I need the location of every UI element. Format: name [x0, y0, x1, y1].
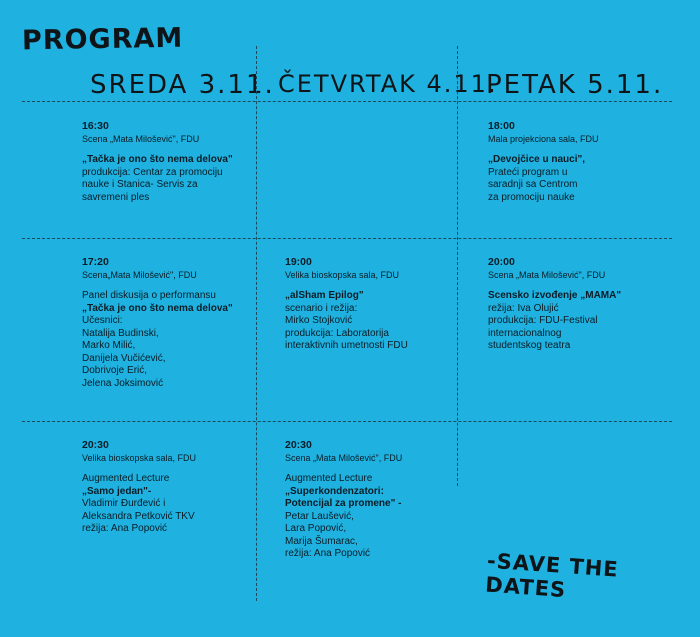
- grid-divider: [22, 421, 672, 422]
- event-detail: Danijela Vučićević,: [82, 352, 166, 364]
- event-detail: produkcija: Centar za promociju: [82, 166, 223, 178]
- event-detail: interaktivnih umetnosti FDU: [285, 340, 408, 351]
- event-card: [488, 256, 621, 353]
- event-detail: Augmented Lecture: [82, 473, 170, 484]
- event-detail: studentskog teatra: [488, 340, 571, 351]
- event-detail: nauke i Stanica- Servis za: [82, 179, 198, 190]
- event-detail: internacionalnog: [488, 327, 562, 339]
- event-venue: Scena „Mata Milošević", FDU: [488, 269, 606, 280]
- event-detail: Mirko Stojković: [285, 315, 353, 326]
- event-detail: produkcija: Laboratorija: [285, 327, 389, 339]
- event-venue: Scena „Mata Milošević", FDU: [82, 133, 200, 144]
- event-time: 18:00: [488, 120, 515, 132]
- event-venue: Scena „Mata Milošević", FDU: [285, 452, 403, 463]
- event-card: [285, 439, 402, 561]
- event-detail: Jelena Joksimović: [82, 377, 164, 389]
- event-title: „Tačka je ono što nema delova": [82, 302, 233, 314]
- day-heading-wednesday: SREDA 3.11.: [90, 70, 275, 100]
- event-venue: Velika bioskopska sala, FDU: [285, 269, 400, 280]
- event-detail: Prateći program u: [488, 166, 568, 178]
- event-title: „Superkondenzatori:: [285, 485, 384, 497]
- event-detail: Aleksandra Petković TKV: [82, 510, 195, 522]
- event-detail: savremeni ples: [82, 191, 150, 203]
- day-heading-thursday: ČETVRTAK 4.11.: [278, 70, 498, 98]
- event-title: „Samo jedan"-: [82, 485, 152, 497]
- program-title: PROGRAM: [21, 22, 184, 57]
- event-detail: režija: Iva Olujić: [488, 302, 559, 314]
- event-detail: Panel diskusija o performansu: [82, 290, 216, 301]
- event-detail: scenario i režija:: [285, 302, 358, 314]
- event-detail: Lara Popović,: [285, 523, 347, 534]
- event-detail: produkcija: FDU-Festival: [488, 315, 598, 326]
- event-time: 20:30: [285, 439, 312, 451]
- event-card: [285, 256, 408, 353]
- event-detail: Augmented Lecture: [285, 473, 373, 484]
- event-time: 20:30: [82, 439, 109, 451]
- event-venue: Velika bioskopska sala, FDU: [82, 452, 197, 463]
- event-time: 17:20: [82, 256, 109, 268]
- event-title: Scensko izvođenje „MAMA": [488, 290, 622, 301]
- event-title: „Tačka je ono što nema delova": [82, 154, 233, 165]
- event-title: „alSham Epilog": [285, 290, 364, 301]
- event-card: [82, 439, 196, 536]
- event-detail: saradnji sa Centrom: [488, 179, 578, 190]
- event-time: 20:00: [488, 256, 515, 268]
- day-heading-friday: PETAK 5.11.: [486, 70, 664, 100]
- grid-divider: [22, 101, 672, 102]
- event-card: [82, 120, 233, 204]
- grid-divider: [457, 46, 458, 486]
- event-detail: Natalija Budinski,: [82, 327, 159, 339]
- event-card: [82, 256, 233, 390]
- grid-divider: [22, 238, 672, 239]
- save-the-dates-text: -SAVE THE DATES: [484, 548, 620, 603]
- event-title: Potencijal za promene" -: [285, 498, 402, 509]
- event-time: 16:30: [82, 120, 109, 132]
- event-card: [488, 120, 599, 204]
- event-detail: režija: Ana Popović: [285, 548, 371, 559]
- event-detail: Vladimir Đurđević i: [82, 498, 166, 509]
- event-detail: Petar Laušević,: [285, 510, 354, 522]
- event-detail: Dobrivoje Erić,: [82, 365, 148, 376]
- event-detail: Učesnici:: [82, 315, 123, 326]
- event-title: „Devojčice u nauci",: [488, 154, 585, 165]
- event-venue: Mala projekciona sala, FDU: [488, 133, 599, 144]
- event-detail: režija: Ana Popović: [82, 523, 168, 534]
- event-detail: Marija Šumarac,: [285, 535, 358, 547]
- event-detail: Marko Milić,: [82, 340, 136, 351]
- event-time: 19:00: [285, 256, 312, 268]
- grid-divider: [256, 46, 257, 601]
- event-venue: Scena„Mata Milošević", FDU: [82, 269, 197, 280]
- event-detail: za promociju nauke: [488, 191, 575, 203]
